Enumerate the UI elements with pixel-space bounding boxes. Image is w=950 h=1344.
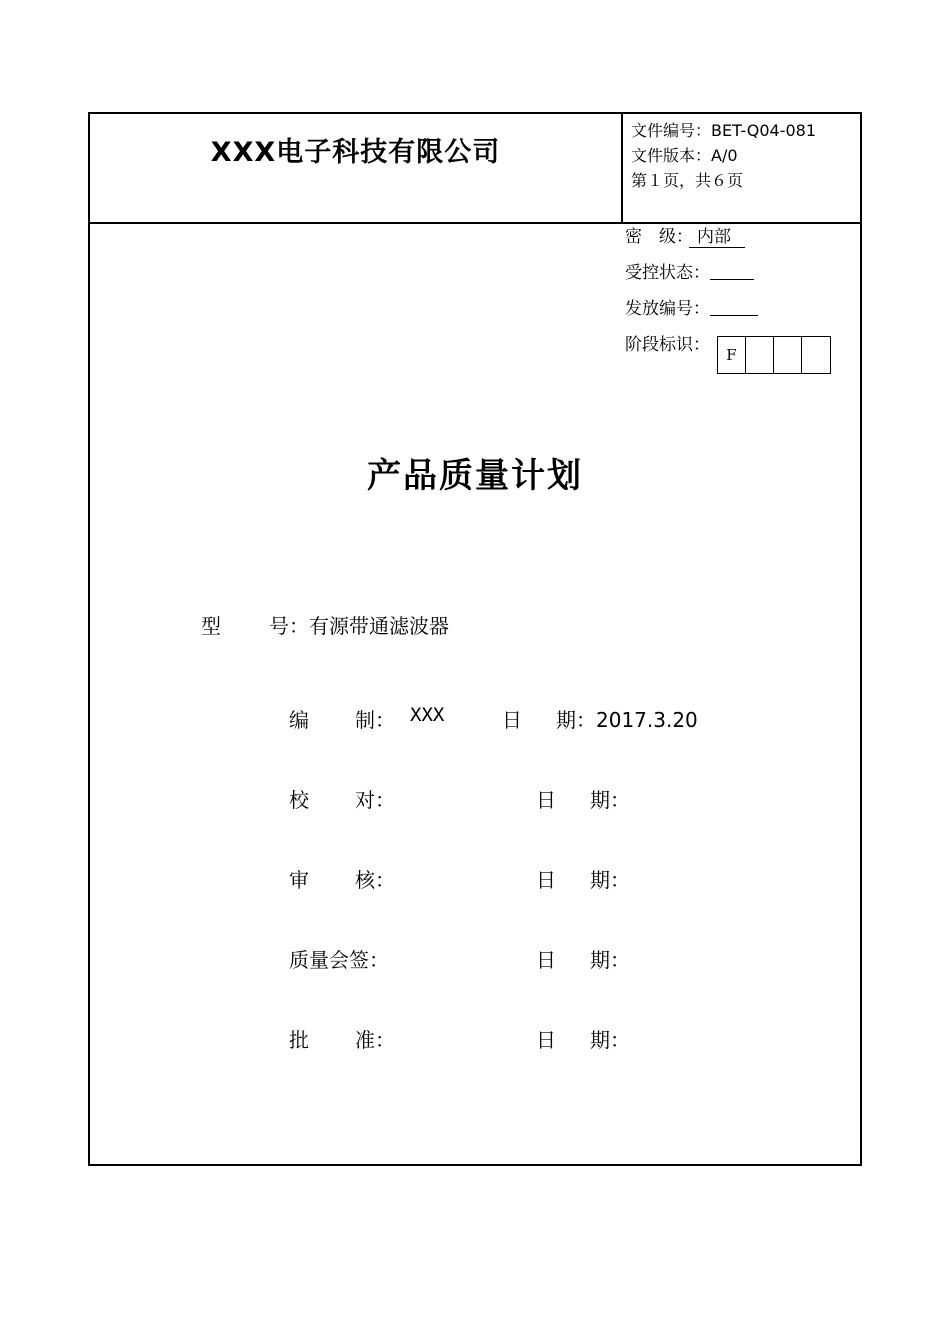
stage-box-2	[746, 337, 774, 373]
date-label-b: 期：	[590, 868, 630, 892]
release-number-row	[625, 296, 758, 332]
company-name: XXX电子科技有限公司	[210, 137, 501, 168]
model-label-2: 号：	[269, 614, 309, 638]
stage-label: 阶段标识：	[625, 335, 710, 355]
date-label-a: 日	[502, 708, 522, 732]
date-label-a: 日	[536, 788, 556, 812]
date-label-b: 期：	[590, 948, 630, 972]
control-status-blank	[710, 261, 754, 280]
model-line	[201, 610, 449, 639]
document-info	[631, 118, 816, 193]
date-label-b: 期：	[590, 788, 630, 812]
document-number: 文件编号：BET-Q04-081	[631, 121, 817, 140]
signature-label-a: 编	[289, 708, 309, 732]
document-version: 文件版本：A/0	[631, 146, 738, 165]
signature-label-a: 审	[289, 868, 309, 892]
date-label-b: 期：2017.3.20	[556, 708, 698, 732]
page-info: 第１页，共６页	[631, 171, 744, 190]
signature-label-b: 准：	[355, 1028, 395, 1052]
model-label-1: 型	[201, 614, 221, 638]
stage-box-3	[774, 337, 802, 373]
header-row	[90, 114, 860, 224]
signature-value: XXX	[410, 704, 445, 726]
release-number-blank	[710, 297, 758, 316]
document-frame	[88, 112, 862, 1166]
date-label-b: 期：	[590, 1028, 630, 1052]
signature-label-a: 批	[289, 1028, 309, 1052]
document-meta	[625, 224, 758, 368]
date-label-a: 日	[536, 868, 556, 892]
date-label-a: 日	[536, 948, 556, 972]
header-divider	[621, 114, 623, 222]
stage-box-1: F	[718, 337, 746, 373]
release-number-label: 发放编号：	[625, 299, 710, 319]
stage-box-4	[802, 337, 830, 373]
signature-label-a: 校	[289, 788, 309, 812]
model-value: 有源带通滤波器	[309, 614, 449, 638]
secrecy-value: 内部	[689, 227, 745, 248]
control-status-label: 受控状态：	[625, 263, 710, 283]
document-title: 产品质量计划	[367, 456, 583, 496]
signature-label-b: 对：	[355, 788, 395, 812]
date-label-a: 日	[536, 1028, 556, 1052]
control-status-row	[625, 260, 758, 296]
signature-label-a: 质量会签：	[289, 948, 389, 972]
signature-label-b: 制：	[355, 708, 395, 732]
signature-label-b: 核：	[355, 868, 395, 892]
secrecy-row	[625, 224, 758, 260]
secrecy-label: 密 级：	[625, 227, 693, 247]
stage-boxes	[717, 336, 831, 374]
